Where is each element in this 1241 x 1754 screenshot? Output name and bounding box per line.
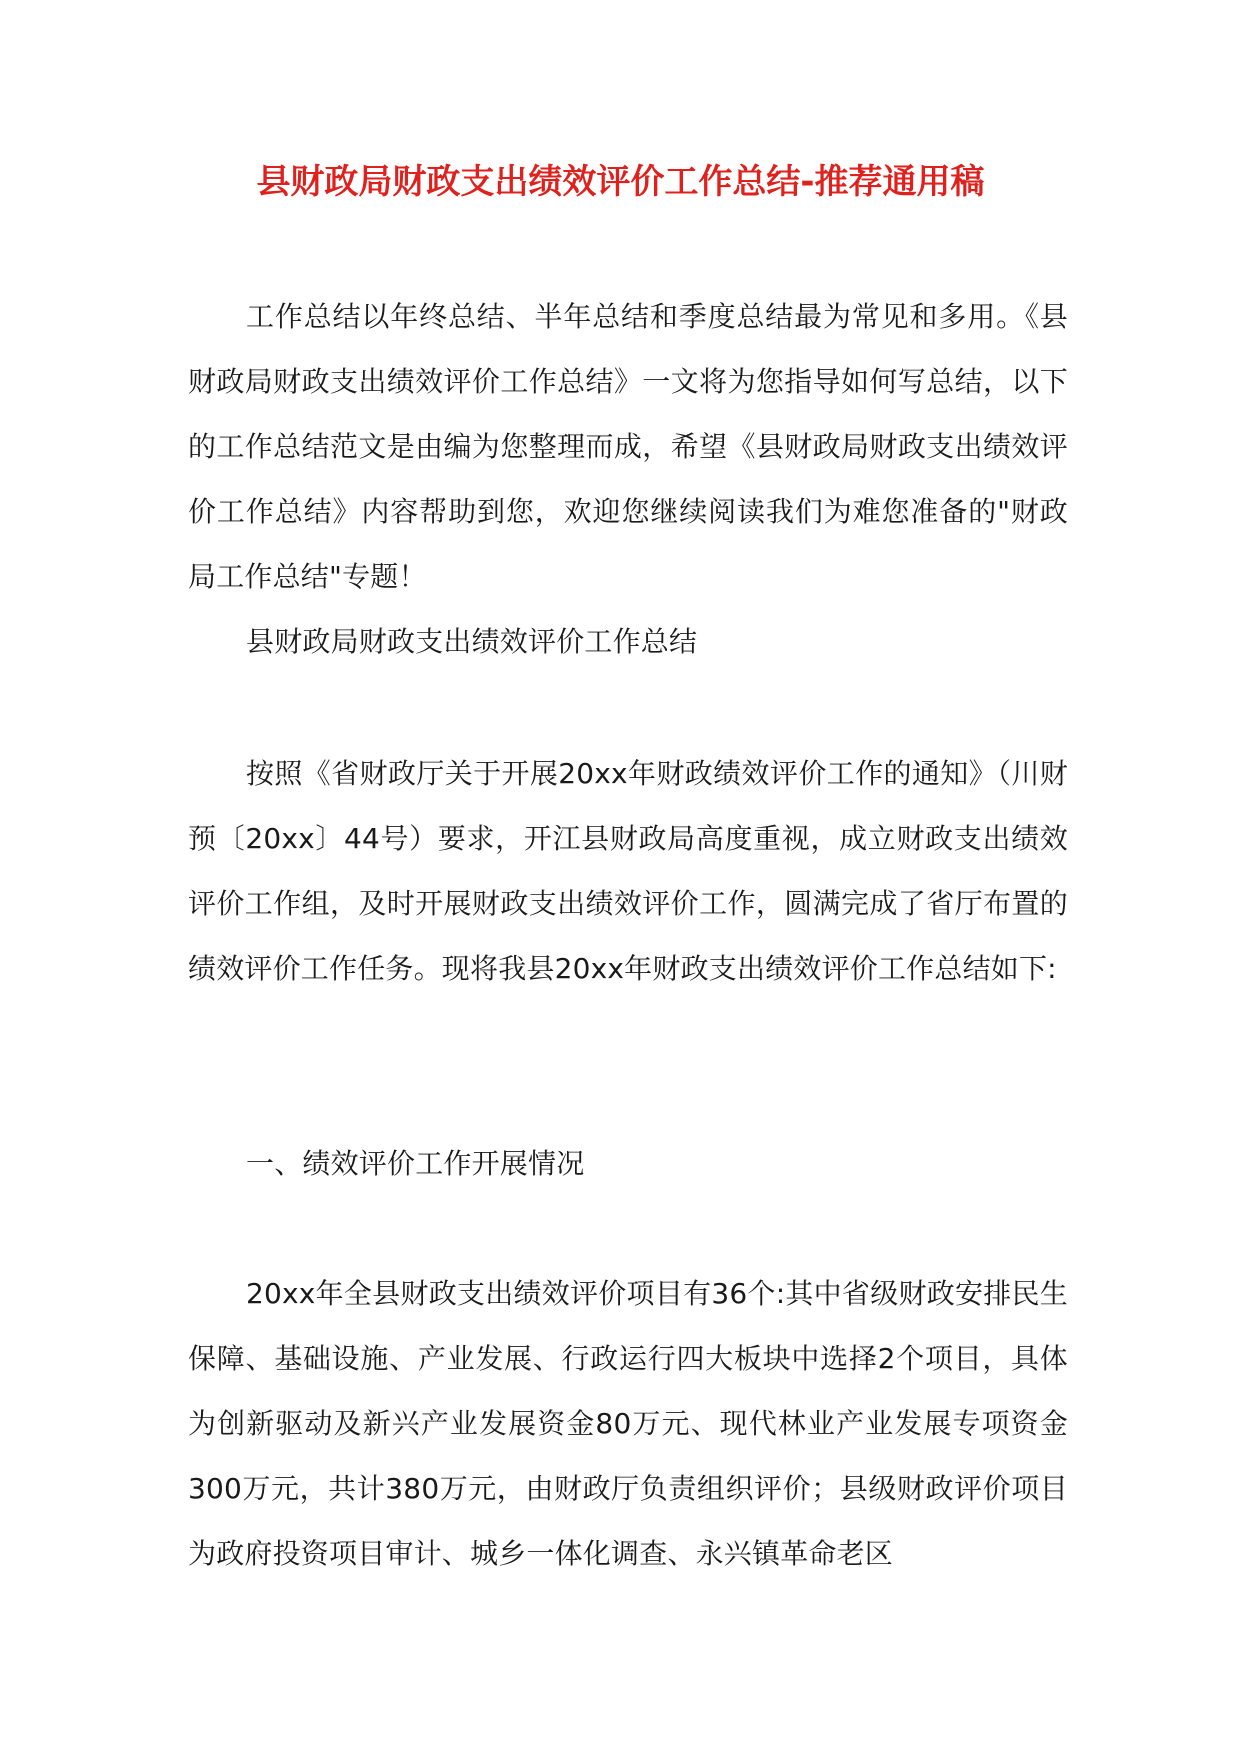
intro-paragraph: 工作总结以年终总结、半年总结和季度总结最为常见和多用。《县财政局财政支出绩效评价工作总结》一文将为您指导如何写总结，以下的工作总结范文是由编为您整理而成，希望《县财政局财政支出绩效评价工作总结》内容帮助到您，欢迎您继续阅读我们为难您准备的"财政局工作总结"专题！ <box>188 300 1068 593</box>
basis-paragraph: 按照《省财政厅关于开展20xx年财政绩效评价工作的通知》（川财预〔20xx〕44号）要求，开江县财政局高度重视，成立财政支出绩效评价工作组，及时开展财政支出绩效评价工作，圆满完成了省厅布置的绩效评价工作任务。现将我县20xx年财政支出绩效评价工作总结如下: <box>188 757 1068 985</box>
document-title: 县财政局财政支出绩效评价工作总结-推荐通用稿 <box>256 162 985 202</box>
items-paragraph: 20xx年全县财政支出绩效评价项目有36个:其中省级财政安排民生保障、基础设施、产业发展、行政运行四大板块中选择2个项目，具体为创新驱动及新兴产业发展资金80万元、现代林业产业发展专项资金300万元，共计380万元，由财政厅负责组织评价；县级财政评价项目为政府投资项目审计、城乡一体化调查、永兴镇革命老区 <box>188 1277 1068 1570</box>
subtitle-paragraph: 县财政局财政支出绩效评价工作总结 <box>246 625 698 658</box>
section-heading-1: 一、绩效评价工作开展情况 <box>246 1147 585 1180</box>
